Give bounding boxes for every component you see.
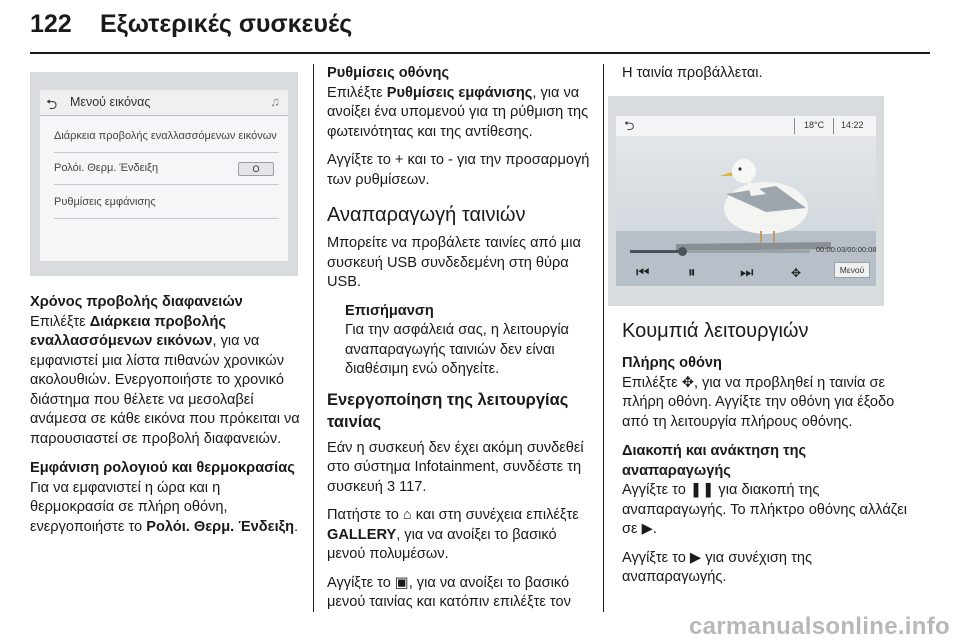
text-run: , για να ανοίξει ένα υπομενού για τη ρύθμιση της φωτεινότητας και της αντίθεσης.: [327, 84, 589, 140]
bold-term: Ρυθμίσεις εμφάνισης: [386, 84, 533, 101]
text-run: για συνέχιση της αναπαραγωγής.: [622, 549, 813, 585]
heading-clock-temperature: Εμφάνιση ρολογιού και θερμοκρασίας: [30, 460, 295, 476]
next-track-icon: ⏭: [740, 264, 754, 281]
movie-screen: [616, 116, 876, 286]
bold-term: Διάρκεια προβολής εναλλασσόμενων εικόνων: [30, 313, 226, 349]
menu-separator: [54, 218, 279, 219]
text-run: , για να εμφανιστεί μια λίστα πιθανών χρονικών ακολουθιών. Ενεργοποιήστε το χρονικό διάστημα που θέλετε να μεσολαβεί ανάμεσα σε κάθε εικόνα που πρόκειται να παρουσιαστεί σε προβολή διαφανειών.: [30, 333, 300, 447]
menu-separator: [54, 184, 279, 185]
subsection-title-activate-movie: Ενεργοποίηση της λειτουργίας ταινίας: [327, 390, 569, 431]
progress-fill: [630, 250, 682, 253]
intro-text: Η ταινία προβάλλεται.: [622, 65, 763, 81]
section-title-function-buttons: Κουμπιά λειτουργιών: [622, 320, 809, 342]
paragraph: Μπορείτε να προβάλετε ταινίες από μια συσκευή USB συνδεδεμένη στη θύρα USB.: [327, 235, 581, 290]
text-run: Αγγίξτε το: [622, 482, 690, 498]
menu-title-bar: [40, 90, 288, 116]
column-3-intro: [622, 64, 912, 93]
text-run: και στη συνέχεια επιλέξτε: [411, 507, 579, 523]
page-reference: 3 117: [386, 478, 423, 495]
page-title: Εξωτερικές συσκευές: [100, 10, 353, 38]
play-icon: ▶: [689, 549, 702, 566]
page-header: [30, 0, 930, 46]
timecode-readout: 00:00:03/00:00:08: [816, 245, 876, 254]
film-icon: ▣: [394, 574, 409, 591]
text-run: Αγγίξτε το: [327, 574, 395, 591]
text-run: .: [422, 478, 427, 495]
progress-bar: [630, 250, 810, 253]
movie-playback-screenshot: [608, 96, 884, 306]
clock-readout: 14:22: [841, 120, 864, 130]
text-run: Επιλέξτε: [622, 374, 682, 391]
gull-beak: [720, 172, 732, 176]
music-note-icon: ♫: [270, 94, 280, 109]
menu-item-slideshow-duration: Διάρκεια προβολής εναλλασσόμενων εικόνων: [54, 130, 277, 142]
footer: [0, 612, 960, 642]
column-3-text: [622, 318, 912, 597]
menu-item-display-settings: Ρυθμίσεις εμφάνισης: [54, 196, 156, 208]
menu-separator: [54, 152, 279, 153]
home-icon: ⌂: [402, 507, 412, 523]
topbar-divider: [794, 118, 795, 134]
topbar-divider: [833, 118, 834, 134]
play-icon: ▶: [641, 521, 653, 537]
seagull-image: [616, 116, 876, 286]
clock-temp-toggle: O: [238, 162, 274, 176]
note-title: Επισήμανση: [345, 302, 434, 319]
note-text: Για την ασφάλειά σας, η λειτουργία αναπαραγωγής ταινιών δεν είναι διαθέσιμη ενώ οδηγείτε.: [345, 322, 569, 377]
text-run: Επιλέξτε: [30, 313, 90, 330]
text-run: για διακοπή της αναπαραγωγής. Το πλήκτρο οθόνης αλλάζει σε: [622, 482, 907, 537]
header-divider: [30, 52, 930, 54]
pause-icon: ❚❚: [689, 482, 715, 498]
text-run: , για να προβληθεί η ταινία σε πλήρη οθόνη. Αγγίξτε την οθόνη για έξοδο από τη λειτουργία πλήρους οθόνης.: [622, 374, 895, 430]
back-arrow-icon: ⮌: [46, 96, 58, 112]
previous-track-icon: ⏮: [636, 264, 650, 281]
heading-slideshow-time: Χρόνος προβολής διαφανειών: [30, 294, 243, 310]
column-divider-1: [313, 64, 314, 612]
text-run: , για να ανοίξει το βασικό μενού πολυμέσων.: [327, 526, 557, 562]
gull-eye: [738, 167, 741, 170]
text-run: .: [652, 521, 657, 537]
column-1-text: [30, 293, 300, 546]
menu-title: Μενού εικόνας: [70, 95, 151, 109]
column-2-text: [327, 64, 595, 641]
pause-icon: ⏸: [688, 264, 696, 281]
watermark: carmanualsonline.info: [688, 613, 950, 640]
section-title-movie-playback: Αναπαραγωγή ταινιών: [327, 204, 526, 226]
column-divider-2: [603, 64, 604, 612]
text-run: Για να εμφανιστεί η ώρα και η θερμοκρασία σε πλήρη οθόνη, ενεργοποιήστε το: [30, 479, 228, 535]
temperature-readout: 18°C: [804, 120, 825, 130]
bold-term: GALLERY: [327, 526, 397, 543]
fullscreen-icon: ✥: [681, 374, 694, 391]
bold-term: Ρολόι. Θερμ. Ένδειξη: [146, 518, 295, 535]
text-run: Πατήστε το: [327, 507, 403, 523]
menu-button: Μενού: [834, 262, 870, 278]
text-run: Επιλέξτε: [327, 84, 387, 101]
gull-head: [732, 159, 756, 183]
back-arrow-icon: ⮌: [624, 118, 635, 133]
menu-item-clock-temp: Ρολόι. Θερμ. Ένδειξη: [54, 162, 159, 174]
text-run: , για να ανοίξει το βασικό μενού ταινίας και κατόπιν επιλέξτε τον: [327, 574, 571, 610]
picture-menu-screenshot: [30, 72, 298, 276]
page-number: 122: [30, 10, 72, 38]
menu-list: [40, 116, 288, 261]
heading-display-settings: Ρυθμίσεις οθόνης: [327, 65, 450, 81]
heading-full-screen: Πλήρης οθόνη: [622, 355, 722, 371]
paragraph: Αγγίξτε το + και το - για την προσαρμογή των ρυθμίσεων.: [327, 152, 590, 188]
text-run: Αγγίξτε το: [622, 549, 690, 566]
fullscreen-icon: ✥: [791, 266, 802, 280]
heading-pause-resume: Διακοπή και ανάκτηση της αναπαραγωγής: [622, 443, 807, 479]
playback-top-bar: [616, 116, 876, 136]
text-run: Εάν η συσκευή δεν έχει ακόμη συνδεθεί στο σύστημα Infotainment, συνδέστε τη συσκευή: [327, 439, 584, 495]
text-run: .: [294, 518, 299, 535]
